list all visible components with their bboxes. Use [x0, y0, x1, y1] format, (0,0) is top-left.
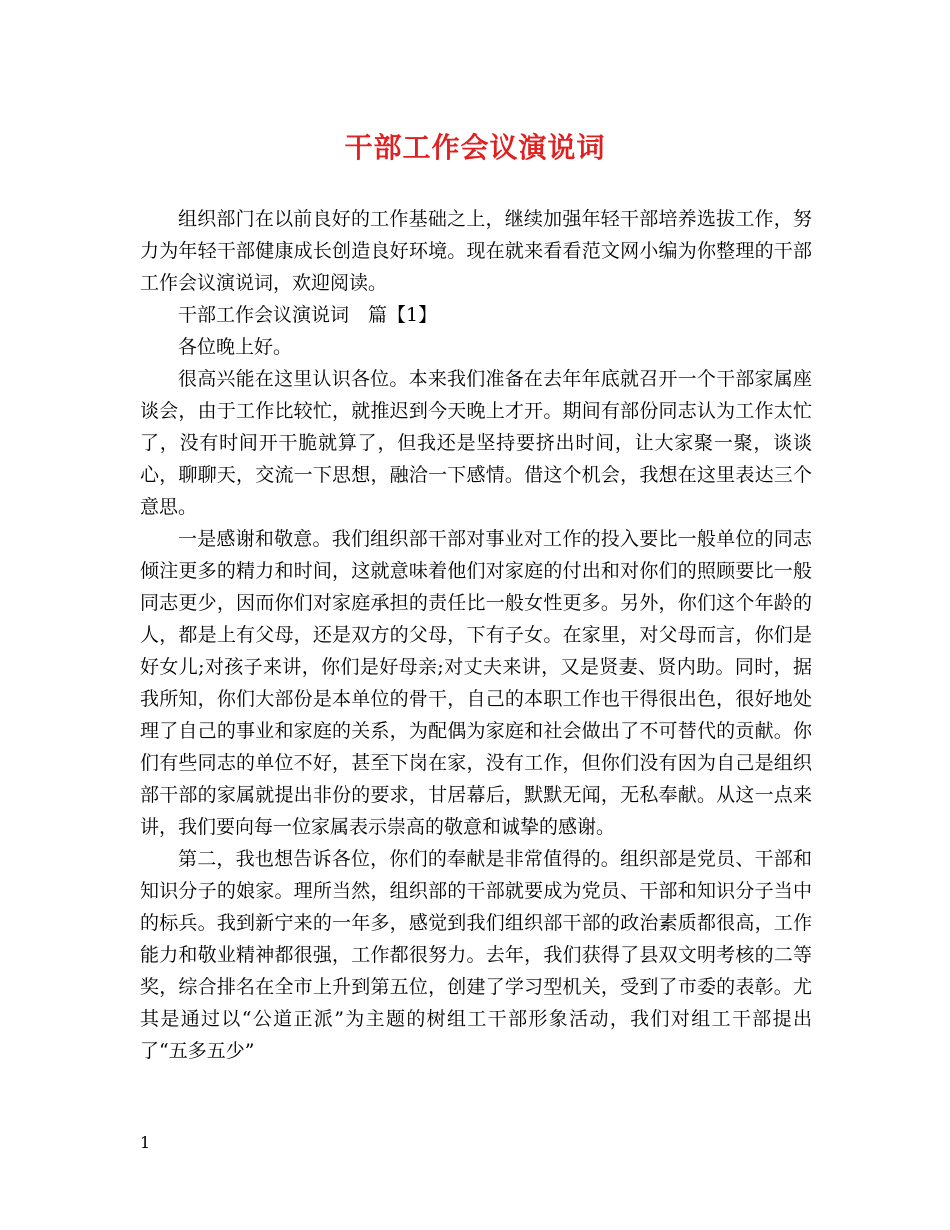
paragraph-section-heading: 干部工作会议演说词 篇【1】	[178, 304, 438, 326]
paragraph-intro: 组织部门在以前良好的工作基础之上，继续加强年轻干部培养选拔工作，努力为年轻干部健康成长创造良好环境。现在就来看看范文网小编为你整理的干部工作会议演说词，欢迎阅读。	[140, 208, 812, 294]
document-title: 干部工作会议演说词	[344, 131, 606, 164]
paragraph-greeting: 各位晚上好。	[178, 336, 293, 358]
page-number: 1	[140, 1133, 151, 1152]
paragraph-point-two: 第二，我也想告诉各位，你们的奉献是非常值得的。组织部是党员、干部和知识分子的娘家。理所当然，组织部的干部就要成为党员、干部和知识分子当中的标兵。我到新宁来的一年多，感觉到我们组织部干部的政治素质都很高，工作能力和敬业精神都很强，工作都很努力。去年，我们获得了县双文明考核的二等奖，综合排名在全市上升到第五位，创建了学习型机关，受到了市委的表彰。尤其是通过以“公道正派”为主题的树组工干部形象活动，我们对组工干部提出了“五多五少”	[140, 848, 812, 1062]
paragraph-opening: 很高兴能在这里认识各位。本来我们准备在去年年底就召开一个干部家属座谈会，由于工作比较忙，就推迟到今天晚上才开。期间有部份同志认为工作太忙了，没有时间开干脆就算了，但我还是坚持要挤出时间，让大家聚一聚，谈谈心，聊聊天，交流一下思想，融洽一下感情。借这个机会，我想在这里表达三个意思。	[140, 368, 812, 518]
paragraph-point-one: 一是感谢和敬意。我们组织部干部对事业对工作的投入要比一般单位的同志倾注更多的精力和时间，这就意味着他们对家庭的付出和对你们的照顾要比一般同志更少，因而你们对家庭承担的责任比一般女性更多。另外，你们这个年龄的人，都是上有父母，还是双方的父母，下有子女。在家里，对父母而言，你们是好女儿;对孩子来讲，你们是好母亲;对丈夫来讲，又是贤妻、贤内助。同时，据我所知，你们大部份是本单位的骨干，自己的本职工作也干得很出色，很好地处理了自己的事业和家庭的关系，为配偶为家庭和社会做出了不可替代的贡献。你们有些同志的单位不好，甚至下岗在家，没有工作，但你们没有因为自己是组织部干部的家属就提出非份的要求，甘居幕后，默默无闻，无私奉献。从这一点来讲，我们要向每一位家属表示崇高的敬意和诚挚的感谢。	[140, 528, 812, 838]
document-body	[140, 203, 812, 1067]
